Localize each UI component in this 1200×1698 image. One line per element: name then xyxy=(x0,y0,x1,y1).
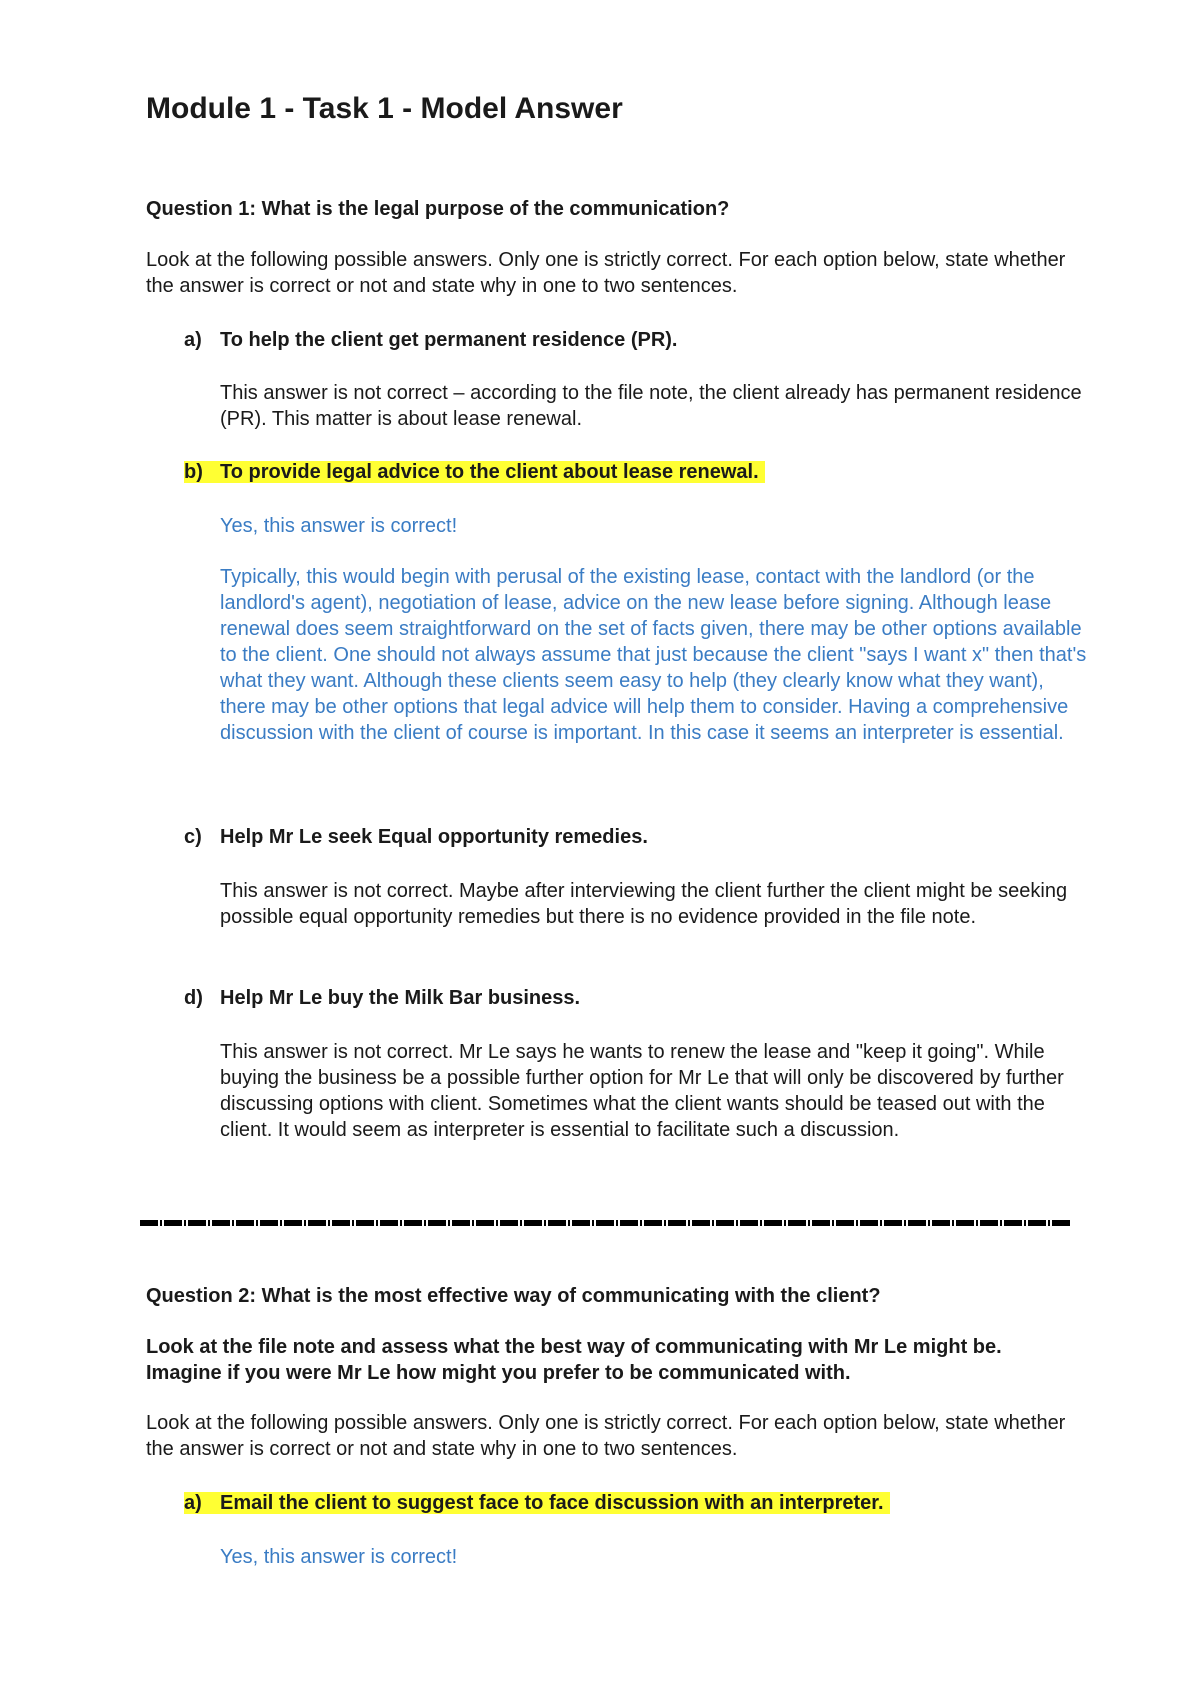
q1-option-a-answer: This answer is not correct – according to the file note, the client already has permanent residence (PR). This matter is about lease renewal. xyxy=(220,382,1082,430)
q2-option-a-text: Email the client to suggest face to face discussion with an interpreter. xyxy=(220,1492,884,1514)
question-2-intro: Look at the following possible answers. Only one is strictly correct. For each option below, state whether the answer is correct or not and state why in one to two sentences. xyxy=(146,1412,1066,1460)
q1-option-d-answer: This answer is not correct. Mr Le says he wants to renew the lease and "keep it going". While buying the business be a possible further option for Mr Le that will only be discovered by further discussing options with client. Sometimes what the client wants should be teased out with the client. It would seem as interpreter is essential to facilitate such a discussion. xyxy=(220,1041,1064,1141)
q1-option-a-text: To help the client get permanent residence (PR). xyxy=(220,329,678,351)
q2-option-a-letter: a) xyxy=(184,1492,202,1514)
q1-option-b-detail: Typically, this would begin with perusal of the existing lease, contact with the landlord (or the landlord's agent), negotiation of lease, advice on the new lease before signing. Although lease renewal does seem straightforward on the set of facts given, there may be other options available to the client. One should not always assume that just because the client "says I want x" then that's what they want. Although these clients seem easy to help (they clearly know what they want), there may be other options that legal advice will help them to consider. Having a comprehensive discussion with the client of course is important. In this case it seems an interpreter is essential. xyxy=(220,566,1087,744)
q1-option-c-text: Help Mr Le seek Equal opportunity remedies. xyxy=(220,826,648,848)
q1-option-c-answer: This answer is not correct. Maybe after interviewing the client further the client might be seeking possible equal opportunity remedies but there is no evidence provided in the file note. xyxy=(220,880,1068,928)
q1-option-c-letter: c) xyxy=(184,826,202,848)
section-divider xyxy=(140,1220,1070,1226)
question-1-intro: Look at the following possible answers. Only one is strictly correct. For each option below, state whether the answer is correct or not and state why in one to two sentences. xyxy=(146,249,1066,297)
q2-option-a-answer: Yes, this answer is correct! xyxy=(220,1546,458,1568)
q1-option-b-text: To provide legal advice to the client about lease renewal. xyxy=(220,461,759,483)
q2-option-a xyxy=(184,1490,890,1516)
q1-option-b-answer: Yes, this answer is correct! xyxy=(220,515,458,537)
q1-option-a xyxy=(184,327,678,353)
q1-option-d xyxy=(184,985,580,1011)
page-title: Module 1 - Task 1 - Model Answer xyxy=(146,92,623,125)
q1-option-b-letter: b) xyxy=(184,461,203,483)
question-2-subheading: Look at the file note and assess what the best way of communicating with Mr Le might be. Imagine if you were Mr Le how might you prefer to be communicated with. xyxy=(146,1336,1002,1384)
q1-option-b xyxy=(184,459,765,485)
q1-option-c xyxy=(184,824,648,850)
q1-option-d-letter: d) xyxy=(184,987,203,1009)
q1-option-d-text: Help Mr Le buy the Milk Bar business. xyxy=(220,987,581,1009)
question-1-heading: Question 1: What is the legal purpose of the communication? xyxy=(146,198,730,220)
q1-option-a-letter: a) xyxy=(184,329,202,351)
question-2-heading: Question 2: What is the most effective way of communicating with the client? xyxy=(146,1285,881,1307)
